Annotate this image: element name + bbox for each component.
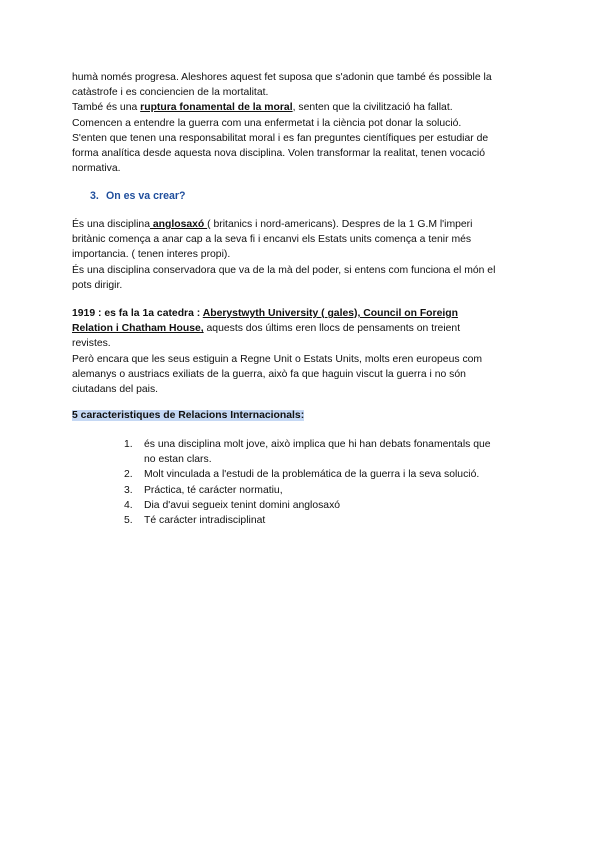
text-line: forma analítica desde aquesta nova disciplina. Volen transformar la realitat, tenen vocació (72, 148, 485, 160)
list-number: 5. (124, 515, 133, 527)
text-line: normativa. (72, 163, 121, 175)
section-5-title (72, 408, 534, 423)
emphasis-institutions: Aberystwyth University ( gales), Council on Foreign (202, 308, 458, 319)
text-run: També és una (72, 102, 141, 114)
text-line: ciutadans del pais. (72, 384, 159, 396)
text-line: no estan clars. (144, 454, 212, 466)
text-line: revistes. (72, 338, 111, 350)
characteristics-list (124, 437, 524, 528)
text-line: pots dirigir. (72, 279, 123, 291)
list-item (124, 498, 524, 513)
heading-number: 3. (90, 190, 99, 202)
paragraph-first-chair (72, 306, 534, 397)
list-number: 1. (124, 439, 133, 450)
list-number: 2. (124, 469, 133, 481)
section-heading-3 (90, 190, 186, 202)
text-line: Dia d'avui segueix tenint domini anglosaxó (144, 499, 341, 511)
text-line: Molt vinculada a l'estudi de la problemática de la guerra i la seva solució. (144, 469, 480, 481)
text-line (72, 321, 534, 336)
highlighted-title: 5 caracteristiques de Relacions Internacionals: (72, 410, 305, 421)
text-run: ( britanics i nord-americans). Despres de la 1 G.M l'imperi (207, 219, 473, 230)
list-number: 4. (124, 499, 133, 511)
list-item (124, 513, 524, 528)
emphasis-anglosaxo: anglosaxó (149, 219, 208, 230)
list-item (124, 483, 524, 498)
emphasis-1919: 1919 : es fa la 1a catedra : (72, 308, 203, 319)
text-line (72, 100, 534, 115)
text-run: , senten que la civilització ha fallat. (292, 102, 453, 114)
text-line: catàstrofe i es conciencien de la mortalitat. (72, 87, 269, 99)
text-line: alemanys o austriacs exiliats de la guerra, això fa que haguin viscut la guerra i no són (72, 368, 466, 380)
text-line: És una disciplina conservadora que va de la mà del poder, si entens com funciona el món el (72, 264, 496, 276)
list-item (124, 467, 524, 482)
text-line: humà només progresa. Aleshores aquest fet suposa que s'adonin que també és possible la (72, 72, 492, 83)
text-line: Práctica, té carácter normatiu, (144, 484, 283, 496)
text-line (72, 217, 534, 232)
text-line: S'enten que tenen una responsabilitat moral i es fan preguntes científiques per estudiar de (72, 132, 489, 144)
emphasis-institutions: Relation i Chatham House, (72, 323, 204, 335)
text-line: Comencen a entendre la guerra com una enfermetat i la ciència pot donar la solució. (72, 117, 462, 129)
text-line (72, 306, 534, 321)
text-line: Però encara que les seus estiguin a Regne Unit o Estats Units, molts eren europeus com (72, 353, 483, 365)
text-run: És una disciplina (72, 219, 150, 230)
list-item (124, 437, 524, 467)
heading-text: On es va crear? (106, 190, 186, 202)
paragraph-morality (72, 70, 534, 176)
emphasis-ruptura: ruptura fonamental de la moral (140, 102, 293, 114)
text-line: Té carácter intradisciplinat (144, 515, 266, 527)
text-line: és una disciplina molt jove, això implica que hi han debats fonamentals que (144, 439, 491, 450)
paragraph-origin (72, 217, 534, 293)
text-line: importancia. ( tenen interes propi). (72, 249, 231, 261)
list-number: 3. (124, 484, 133, 496)
text-run: aquests dos últims eren llocs de pensaments on treient (203, 323, 461, 335)
text-line: britànic comença a anar cap a la seva fi i encanvi els Estats units comença a tenir més (72, 234, 472, 246)
